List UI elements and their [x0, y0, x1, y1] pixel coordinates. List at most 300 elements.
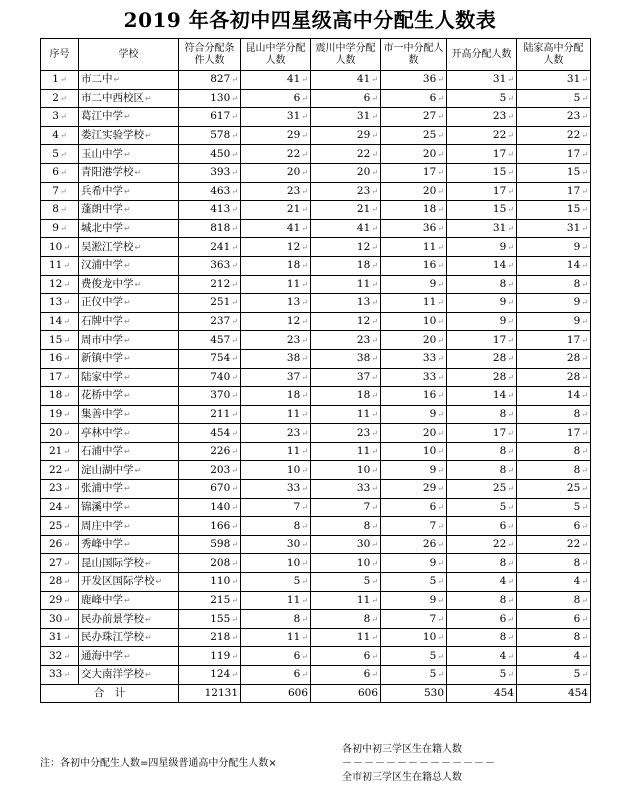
school-name: 淀山湖中学↵ [79, 461, 179, 480]
count-cell: 15↵ [517, 201, 591, 220]
paragraph-mark-icon: ↵ [124, 224, 131, 234]
paragraph-mark-icon: ↵ [581, 447, 588, 457]
count-cell: 23↵ [241, 331, 311, 350]
paragraph-mark-icon: ↵ [301, 595, 308, 605]
count-cell: 208↵ [179, 554, 241, 573]
paragraph-mark-icon: ↵ [371, 372, 378, 382]
paragraph-mark-icon: ↵ [371, 633, 378, 643]
paragraph-mark-icon: ↵ [124, 112, 131, 122]
total-value: 454 [447, 684, 517, 703]
count-cell: 6↵ [447, 517, 517, 536]
paragraph-mark-icon: ↵ [301, 502, 308, 512]
paragraph-mark-icon: ↵ [63, 242, 71, 252]
count-cell: 11↵ [381, 238, 447, 257]
count-cell: 23↵ [311, 182, 381, 201]
count-cell: 17↵ [447, 145, 517, 164]
count-cell: 6↵ [381, 498, 447, 517]
table-row [41, 517, 591, 536]
count-cell: 5↵ [517, 666, 591, 685]
paragraph-mark-icon: ↵ [231, 540, 238, 550]
count-cell: 7↵ [241, 498, 311, 517]
row-index: 11↵ [41, 256, 79, 275]
count-cell: 33↵ [241, 480, 311, 499]
table-row [41, 126, 591, 145]
paragraph-mark-icon: ↵ [124, 651, 131, 661]
paragraph-mark-icon: ↵ [581, 93, 588, 103]
count-cell: 28↵ [447, 368, 517, 387]
count-cell: 20↵ [241, 163, 311, 182]
paragraph-mark-icon: ↵ [437, 75, 444, 85]
count-cell: 11↵ [311, 275, 381, 294]
paragraph-mark-icon: ↵ [437, 93, 444, 103]
table-row [41, 554, 591, 573]
count-cell: 5↵ [381, 573, 447, 592]
paragraph-mark-icon: ↵ [371, 540, 378, 550]
count-cell: 37↵ [241, 368, 311, 387]
paragraph-mark-icon: ↵ [371, 558, 378, 568]
table-row [41, 424, 591, 443]
paragraph-mark-icon: ↵ [231, 335, 238, 345]
paragraph-mark-icon: ↵ [63, 651, 71, 661]
count-cell: 10↵ [381, 628, 447, 647]
row-index: 4↵ [41, 126, 79, 145]
count-cell: 15↵ [447, 201, 517, 220]
total-value: 606 [241, 684, 311, 703]
count-cell: 22↵ [241, 145, 311, 164]
column-header: 学校 [79, 39, 179, 71]
school-name: 城北中学↵ [79, 219, 179, 238]
paragraph-mark-icon: ↵ [231, 614, 238, 624]
row-index: 10↵ [41, 238, 79, 257]
paragraph-mark-icon: ↵ [437, 298, 444, 308]
table-row [41, 238, 591, 257]
paragraph-mark-icon: ↵ [231, 558, 238, 568]
column-header: 开高分配人数 [447, 39, 517, 71]
count-cell: 7↵ [381, 517, 447, 536]
count-cell: 7↵ [381, 610, 447, 629]
header-row [41, 39, 591, 71]
count-cell: 30↵ [311, 535, 381, 554]
row-index: 15↵ [41, 331, 79, 350]
paragraph-mark-icon: ↵ [124, 317, 131, 327]
paragraph-mark-icon: ↵ [371, 614, 378, 624]
count-cell: 23↵ [241, 424, 311, 443]
count-cell: 22↵ [517, 535, 591, 554]
paragraph-mark-icon: ↵ [581, 298, 588, 308]
column-header: 震川中学分配人数 [311, 39, 381, 71]
table-row [41, 294, 591, 313]
count-cell: 413↵ [179, 201, 241, 220]
school-name: 民办前景学校↵ [79, 610, 179, 629]
paragraph-mark-icon: ↵ [63, 279, 71, 289]
table-row [41, 405, 591, 424]
count-cell: 14↵ [447, 256, 517, 275]
count-cell: 8↵ [447, 461, 517, 480]
paragraph-mark-icon: ↵ [371, 186, 378, 196]
paragraph-mark-icon: ↵ [134, 242, 142, 252]
school-name: 锦溪中学↵ [79, 498, 179, 517]
school-name: 费俊龙中学↵ [79, 275, 179, 294]
count-cell: 8↵ [517, 275, 591, 294]
paragraph-mark-icon: ↵ [581, 391, 588, 401]
paragraph-mark-icon: ↵ [581, 577, 588, 587]
count-cell: 17↵ [517, 182, 591, 201]
paragraph-mark-icon: ↵ [301, 465, 308, 475]
paragraph-mark-icon: ↵ [371, 484, 378, 494]
count-cell: 5↵ [447, 89, 517, 108]
paragraph-mark-icon: ↵ [231, 670, 238, 680]
paragraph-mark-icon: ↵ [145, 558, 152, 568]
count-cell: 29↵ [241, 126, 311, 145]
count-cell: 8↵ [241, 517, 311, 536]
total-value: 530 [381, 684, 447, 703]
count-cell: 10↵ [381, 442, 447, 461]
paragraph-mark-icon: ↵ [231, 149, 238, 159]
paragraph-mark-icon: ↵ [59, 186, 67, 196]
paragraph-mark-icon: ↵ [301, 447, 308, 457]
paragraph-mark-icon: ↵ [507, 298, 514, 308]
row-index: 16↵ [41, 349, 79, 368]
count-cell: 16↵ [381, 256, 447, 275]
school-name: 集善中学↵ [79, 405, 179, 424]
count-cell: 31↵ [517, 71, 591, 90]
paragraph-mark-icon: ↵ [301, 186, 308, 196]
paragraph-mark-icon: ↵ [231, 465, 238, 475]
row-index: 25↵ [41, 517, 79, 536]
paragraph-mark-icon: ↵ [437, 670, 444, 680]
paragraph-mark-icon: ↵ [507, 224, 514, 234]
paragraph-mark-icon: ↵ [581, 428, 588, 438]
count-cell: 166↵ [179, 517, 241, 536]
paragraph-mark-icon: ↵ [63, 428, 71, 438]
paragraph-mark-icon: ↵ [507, 93, 514, 103]
count-cell: 14↵ [447, 387, 517, 406]
count-cell: 11↵ [311, 405, 381, 424]
paragraph-mark-icon: ↵ [581, 354, 588, 364]
paragraph-mark-icon: ↵ [581, 112, 588, 122]
paragraph-mark-icon: ↵ [437, 372, 444, 382]
paragraph-mark-icon: ↵ [301, 224, 308, 234]
paragraph-mark-icon: ↵ [63, 484, 71, 494]
paragraph-mark-icon: ↵ [63, 670, 71, 680]
count-cell: 7↵ [311, 498, 381, 517]
table-row [41, 89, 591, 108]
paragraph-mark-icon: ↵ [371, 131, 378, 141]
row-index: 33↵ [41, 666, 79, 685]
table-row [41, 71, 591, 90]
school-name: 昆山国际学校↵ [79, 554, 179, 573]
total-value: 454 [517, 684, 591, 703]
paragraph-mark-icon: ↵ [63, 447, 71, 457]
count-cell: 31↵ [517, 219, 591, 238]
table-row [41, 573, 591, 592]
row-index: 18↵ [41, 387, 79, 406]
paragraph-mark-icon: ↵ [581, 335, 588, 345]
paragraph-mark-icon: ↵ [371, 465, 378, 475]
count-cell: 28↵ [517, 368, 591, 387]
paragraph-mark-icon: ↵ [437, 186, 444, 196]
paragraph-mark-icon: ↵ [301, 428, 308, 438]
count-cell: 10↵ [241, 554, 311, 573]
school-name: 周庄中学↵ [79, 517, 179, 536]
count-cell: 11↵ [241, 442, 311, 461]
paragraph-mark-icon: ↵ [145, 93, 152, 103]
table-row [41, 461, 591, 480]
paragraph-mark-icon: ↵ [581, 372, 588, 382]
page-title: 2019 年各初中四星级高中分配生人数表 [123, 8, 497, 32]
count-cell: 578↵ [179, 126, 241, 145]
paragraph-mark-icon: ↵ [507, 521, 514, 531]
paragraph-mark-icon: ↵ [231, 484, 238, 494]
school-name: 汉浦中学↵ [79, 256, 179, 275]
paragraph-mark-icon: ↵ [581, 279, 588, 289]
school-name: 陆家中学↵ [79, 368, 179, 387]
paragraph-mark-icon: ↵ [59, 93, 67, 103]
paragraph-mark-icon: ↵ [371, 428, 378, 438]
count-cell: 17↵ [517, 424, 591, 443]
paragraph-mark-icon: ↵ [437, 242, 444, 252]
row-index: 6↵ [41, 163, 79, 182]
count-cell: 454↵ [179, 424, 241, 443]
count-cell: 5↵ [517, 89, 591, 108]
row-index: 27↵ [41, 554, 79, 573]
count-cell: 9↵ [517, 294, 591, 313]
paragraph-mark-icon: ↵ [507, 205, 514, 215]
count-cell: 15↵ [517, 163, 591, 182]
paragraph-mark-icon: ↵ [59, 205, 67, 215]
paragraph-mark-icon: ↵ [507, 354, 514, 364]
count-cell: 12↵ [241, 312, 311, 331]
count-cell: 21↵ [311, 201, 381, 220]
row-index: 7↵ [41, 182, 79, 201]
column-header: 市一中分配人数 [381, 39, 447, 71]
count-cell: 140↵ [179, 498, 241, 517]
paragraph-mark-icon: ↵ [63, 298, 71, 308]
count-cell: 8↵ [447, 554, 517, 573]
paragraph-mark-icon: ↵ [145, 131, 152, 141]
paragraph-mark-icon: ↵ [301, 112, 308, 122]
count-cell: 8↵ [311, 610, 381, 629]
row-index: 29↵ [41, 591, 79, 610]
count-cell: 110↵ [179, 573, 241, 592]
row-index: 21↵ [41, 442, 79, 461]
count-cell: 11↵ [241, 275, 311, 294]
count-cell: 740↵ [179, 368, 241, 387]
paragraph-mark-icon: ↵ [301, 298, 308, 308]
paragraph-mark-icon: ↵ [437, 131, 444, 141]
paragraph-mark-icon: ↵ [59, 131, 67, 141]
count-cell: 463↵ [179, 182, 241, 201]
count-cell: 370↵ [179, 387, 241, 406]
paragraph-mark-icon: ↵ [134, 465, 142, 475]
paragraph-mark-icon: ↵ [231, 75, 238, 85]
count-cell: 393↵ [179, 163, 241, 182]
school-name: 蓬朗中学↵ [79, 201, 179, 220]
total-label: 合 计 [41, 684, 179, 703]
paragraph-mark-icon: ↵ [63, 391, 71, 401]
count-cell: 27↵ [381, 108, 447, 127]
count-cell: 18↵ [311, 256, 381, 275]
paragraph-mark-icon: ↵ [507, 242, 514, 252]
row-index: 31↵ [41, 628, 79, 647]
paragraph-mark-icon: ↵ [581, 633, 588, 643]
row-index: 3↵ [41, 108, 79, 127]
paragraph-mark-icon: ↵ [231, 168, 238, 178]
row-index: 1↵ [41, 71, 79, 90]
paragraph-mark-icon: ↵ [124, 335, 131, 345]
table-body [41, 71, 591, 703]
count-cell: 8↵ [447, 405, 517, 424]
paragraph-mark-icon: ↵ [231, 298, 238, 308]
count-cell: 33↵ [381, 349, 447, 368]
row-index: 5↵ [41, 145, 79, 164]
paragraph-mark-icon: ↵ [581, 670, 588, 680]
count-cell: 8↵ [517, 554, 591, 573]
paragraph-mark-icon: ↵ [507, 670, 514, 680]
paragraph-mark-icon: ↵ [371, 409, 378, 419]
paragraph-mark-icon: ↵ [581, 484, 588, 494]
paragraph-mark-icon: ↵ [301, 205, 308, 215]
count-cell: 9↵ [381, 554, 447, 573]
paragraph-mark-icon: ↵ [371, 502, 378, 512]
paragraph-mark-icon: ↵ [507, 391, 514, 401]
fraction-line: －－－－－－－－－－－－－－ [342, 758, 496, 769]
count-cell: 11↵ [241, 628, 311, 647]
paragraph-mark-icon: ↵ [437, 409, 444, 419]
paragraph-mark-icon: ↵ [437, 317, 444, 327]
paragraph-mark-icon: ↵ [301, 131, 308, 141]
count-cell: 6↵ [311, 647, 381, 666]
paragraph-mark-icon: ↵ [507, 131, 514, 141]
paragraph-mark-icon: ↵ [231, 93, 238, 103]
paragraph-mark-icon: ↵ [437, 595, 444, 605]
table-row [41, 331, 591, 350]
paragraph-mark-icon: ↵ [507, 149, 514, 159]
count-cell: 13↵ [241, 294, 311, 313]
paragraph-mark-icon: ↵ [124, 409, 131, 419]
paragraph-mark-icon: ↵ [63, 595, 71, 605]
count-cell: 16↵ [381, 387, 447, 406]
count-cell: 41↵ [241, 71, 311, 90]
paragraph-mark-icon: ↵ [581, 317, 588, 327]
count-cell: 31↵ [241, 108, 311, 127]
paragraph-mark-icon: ↵ [231, 391, 238, 401]
count-cell: 5↵ [381, 647, 447, 666]
paragraph-mark-icon: ↵ [124, 502, 131, 512]
paragraph-mark-icon: ↵ [124, 149, 131, 159]
paragraph-mark-icon: ↵ [507, 112, 514, 122]
paragraph-mark-icon: ↵ [507, 317, 514, 327]
paragraph-mark-icon: ↵ [507, 595, 514, 605]
row-index: 22↵ [41, 461, 79, 480]
paragraph-mark-icon: ↵ [371, 298, 378, 308]
paragraph-mark-icon: ↵ [124, 298, 131, 308]
count-cell: 9↵ [381, 275, 447, 294]
count-cell: 6↵ [241, 666, 311, 685]
paragraph-mark-icon: ↵ [437, 633, 444, 643]
paragraph-mark-icon: ↵ [507, 540, 514, 550]
count-cell: 5↵ [517, 498, 591, 517]
paragraph-mark-icon: ↵ [437, 261, 444, 271]
count-cell: 5↵ [447, 498, 517, 517]
paragraph-mark-icon: ↵ [507, 335, 514, 345]
count-cell: 18↵ [381, 201, 447, 220]
count-cell: 8↵ [517, 461, 591, 480]
count-cell: 827↵ [179, 71, 241, 90]
paragraph-mark-icon: ↵ [124, 447, 131, 457]
paragraph-mark-icon: ↵ [301, 633, 308, 643]
table-row [41, 498, 591, 517]
paragraph-mark-icon: ↵ [301, 149, 308, 159]
row-index: 9↵ [41, 219, 79, 238]
count-cell: 38↵ [241, 349, 311, 368]
paragraph-mark-icon: ↵ [437, 614, 444, 624]
paragraph-mark-icon: ↵ [63, 540, 71, 550]
count-cell: 6↵ [311, 89, 381, 108]
paragraph-mark-icon: ↵ [371, 354, 378, 364]
row-index: 32↵ [41, 647, 79, 666]
count-cell: 119↵ [179, 647, 241, 666]
count-cell: 28↵ [447, 349, 517, 368]
paragraph-mark-icon: ↵ [231, 372, 238, 382]
paragraph-mark-icon: ↵ [231, 224, 238, 234]
count-cell: 8↵ [447, 628, 517, 647]
school-name: 新镇中学↵ [79, 349, 179, 368]
paragraph-mark-icon: ↵ [507, 484, 514, 494]
count-cell: 18↵ [241, 256, 311, 275]
count-cell: 818↵ [179, 219, 241, 238]
count-cell: 14↵ [517, 387, 591, 406]
paragraph-mark-icon: ↵ [231, 595, 238, 605]
paragraph-mark-icon: ↵ [581, 651, 588, 661]
paragraph-mark-icon: ↵ [581, 465, 588, 475]
count-cell: 38↵ [311, 349, 381, 368]
paragraph-mark-icon: ↵ [134, 279, 142, 289]
table-row [41, 349, 591, 368]
paragraph-mark-icon: ↵ [231, 112, 238, 122]
table-row [41, 442, 591, 461]
count-cell: 41↵ [241, 219, 311, 238]
paragraph-mark-icon: ↵ [581, 540, 588, 550]
count-cell: 6↵ [311, 666, 381, 685]
school-name: 通海中学↵ [79, 647, 179, 666]
fraction-numerator: 各初中初三学区生在籍人数 [342, 744, 462, 755]
paragraph-mark-icon: ↵ [301, 93, 308, 103]
paragraph-mark-icon: ↵ [301, 651, 308, 661]
paragraph-mark-icon: ↵ [581, 242, 588, 252]
school-name: 正仪中学↵ [79, 294, 179, 313]
row-index: 14↵ [41, 312, 79, 331]
paragraph-mark-icon: ↵ [371, 447, 378, 457]
paragraph-mark-icon: ↵ [63, 614, 71, 624]
count-cell: 9↵ [517, 312, 591, 331]
count-cell: 26↵ [381, 535, 447, 554]
paragraph-mark-icon: ↵ [301, 335, 308, 345]
paragraph-mark-icon: ↵ [124, 540, 131, 550]
table-row [41, 219, 591, 238]
paragraph-mark-icon: ↵ [301, 242, 308, 252]
paragraph-mark-icon: ↵ [437, 149, 444, 159]
school-name: 开发区国际学校↵ [79, 573, 179, 592]
table-row [41, 628, 591, 647]
count-cell: 754↵ [179, 349, 241, 368]
table-row [41, 368, 591, 387]
paragraph-mark-icon: ↵ [437, 502, 444, 512]
school-name: 石浦中学↵ [79, 442, 179, 461]
school-name: 秀峰中学↵ [79, 535, 179, 554]
paragraph-mark-icon: ↵ [134, 168, 142, 178]
paragraph-mark-icon: ↵ [507, 372, 514, 382]
